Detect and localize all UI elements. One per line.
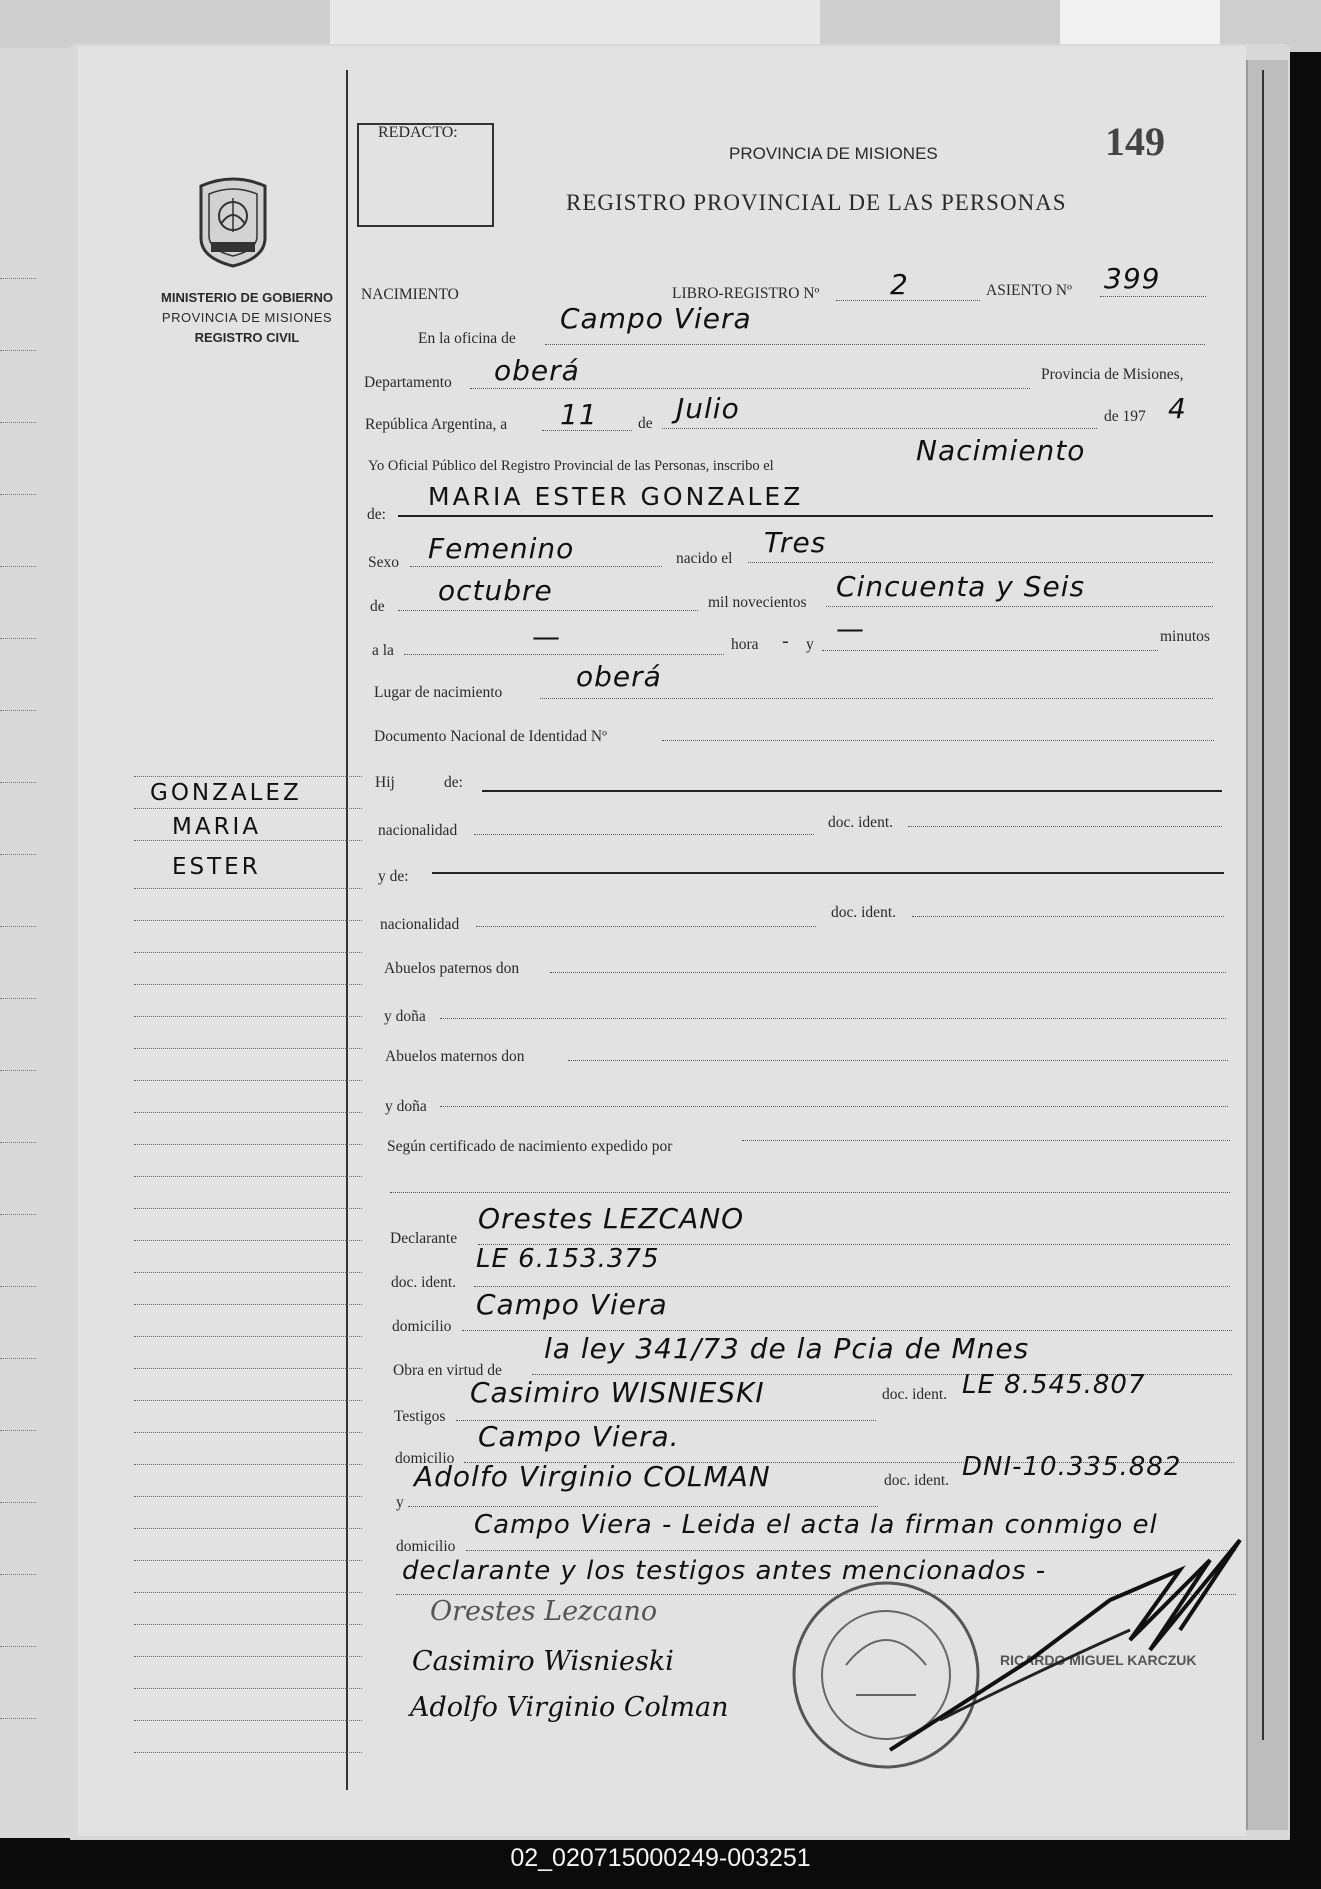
official-name: RICARDO MIGUEL KARCZUK bbox=[1000, 1652, 1197, 1668]
margin-first-name: MARIA bbox=[172, 814, 262, 840]
mes-value: Julio bbox=[676, 392, 740, 425]
certificado-line bbox=[742, 1140, 1230, 1141]
departamento-value: oberá bbox=[494, 354, 580, 387]
ministry-block bbox=[132, 288, 362, 348]
province-line: PROVINCIA DE MISIONES bbox=[161, 310, 333, 325]
ala-label: a la bbox=[372, 642, 394, 659]
provincia-label: Provincia de Misiones, bbox=[1041, 366, 1184, 383]
anio-nac-line bbox=[826, 606, 1213, 607]
abuelos-p-line bbox=[550, 972, 1226, 973]
hora-value: — bbox=[532, 620, 561, 653]
ydona1-line bbox=[440, 1018, 1226, 1019]
republica-label: República Argentina, a bbox=[365, 416, 508, 433]
testigo2-line bbox=[408, 1506, 878, 1507]
declarante-label: Declarante bbox=[390, 1230, 458, 1247]
oficina-line bbox=[545, 344, 1205, 345]
yde-label: y de: bbox=[378, 868, 409, 885]
certificado-label: Según certificado de nacimiento expedido por bbox=[387, 1138, 673, 1155]
obra-label: Obra en virtud de bbox=[393, 1362, 502, 1379]
nac2-label: nacionalidad bbox=[380, 916, 460, 933]
doc2-line bbox=[912, 916, 1224, 917]
de3-label: de: bbox=[444, 774, 463, 791]
hora-dash: - bbox=[782, 630, 789, 652]
libro-label: LIBRO-REGISTRO Nº bbox=[672, 285, 820, 302]
de-label: de bbox=[638, 415, 653, 432]
file-id: 02_020715000249-003251 bbox=[510, 1844, 811, 1872]
domicilio3-value: Campo Viera - Leida el acta la firman conmigo el bbox=[474, 1510, 1158, 1540]
domicilio2-value: Campo Viera. bbox=[478, 1420, 680, 1453]
acto-value: Nacimiento bbox=[916, 434, 1086, 467]
testigos-label: Testigos bbox=[394, 1408, 446, 1425]
signature-testigo2: Adolfo Virginio Colman bbox=[410, 1692, 729, 1723]
signature-declarante: Orestes Lezcano bbox=[430, 1596, 658, 1627]
nacido-value: Tres bbox=[764, 526, 827, 559]
doc-t1-label: doc. ident. bbox=[882, 1386, 947, 1403]
form-right-border bbox=[1262, 70, 1264, 1740]
asiento-value: 399 bbox=[1104, 262, 1161, 295]
registry-header: REGISTRO PROVINCIAL DE LAS PERSONAS bbox=[566, 190, 1067, 215]
domicilio1-value: Campo Viera bbox=[476, 1288, 668, 1321]
hora-line bbox=[404, 654, 724, 655]
nac1-label: nacionalidad bbox=[378, 822, 458, 839]
domicilio1-line bbox=[462, 1330, 1232, 1331]
nacido-label: nacido el bbox=[676, 550, 733, 567]
hora-label: hora bbox=[731, 636, 759, 653]
nac1-line bbox=[474, 834, 814, 835]
oficina-label: En la oficina de bbox=[418, 330, 516, 347]
ydona1-label: y doña bbox=[384, 1008, 426, 1025]
nacimiento-label: NACIMIENTO bbox=[361, 286, 459, 303]
province-header: PROVINCIA DE MISIONES bbox=[729, 144, 938, 163]
continuation-value: declarante y los testigos antes mencionados - bbox=[402, 1556, 1047, 1586]
mil-label: mil novecientos bbox=[708, 594, 807, 611]
dni-line bbox=[662, 740, 1214, 741]
sexo-label: Sexo bbox=[368, 554, 399, 571]
ministry-line: MINISTERIO DE GOBIERNO bbox=[161, 290, 333, 305]
min-value: — bbox=[836, 612, 865, 645]
page-stack-edge bbox=[1246, 60, 1288, 1830]
anio-nac-value: Cincuenta y Seis bbox=[836, 570, 1086, 603]
sexo-value: Femenino bbox=[428, 532, 575, 565]
civil-registry-line: REGISTRO CIVIL bbox=[194, 330, 300, 345]
testigo2-value: Adolfo Virginio COLMAN bbox=[414, 1460, 771, 1493]
doc2-label: doc. ident. bbox=[831, 904, 896, 921]
domicilio2-label: domicilio bbox=[395, 1450, 455, 1467]
nacido-line bbox=[748, 562, 1213, 563]
domicilio3-label: domicilio bbox=[396, 1538, 456, 1555]
redacto-label: REDACTO: bbox=[378, 124, 458, 141]
lugar-value: oberá bbox=[576, 660, 662, 693]
testigo1-value: Casimiro WISNIESKI bbox=[470, 1376, 765, 1409]
departamento-line bbox=[470, 388, 1030, 389]
madre-line bbox=[482, 790, 1222, 792]
lugar-label: Lugar de nacimiento bbox=[374, 684, 503, 701]
nac2-line bbox=[476, 926, 816, 927]
signature-testigo1: Casimiro Wisnieski bbox=[412, 1646, 674, 1677]
asiento-line bbox=[1100, 296, 1206, 297]
asiento-label: ASIENTO Nº bbox=[986, 282, 1072, 299]
abuelos-m-label: Abuelos maternos don bbox=[385, 1048, 525, 1065]
y-label: y bbox=[806, 636, 814, 653]
nombre-value: MARIA ESTER GONZALEZ bbox=[428, 482, 804, 511]
lugar-line bbox=[540, 698, 1213, 699]
margin-surname: GONZALEZ bbox=[150, 780, 302, 806]
mes-nac-line bbox=[398, 610, 698, 611]
doc-t2-label: doc. ident. bbox=[884, 1472, 949, 1489]
de-nombre-label: de: bbox=[367, 506, 386, 523]
departamento-label: Departamento bbox=[364, 374, 452, 391]
certificado-line-2 bbox=[390, 1192, 1230, 1193]
padre-line bbox=[432, 872, 1224, 874]
oficial-label: Yo Oficial Público del Registro Provincial de las Personas, inscribo el bbox=[368, 458, 774, 474]
min-line bbox=[822, 650, 1158, 651]
hij-label: Hij bbox=[375, 774, 395, 791]
ydona2-line bbox=[440, 1106, 1228, 1107]
provincial-seal-icon bbox=[193, 176, 273, 268]
mes-line bbox=[662, 428, 1097, 429]
doc-t1-value: LE 8.545.807 bbox=[962, 1370, 1146, 1400]
nombre-line bbox=[398, 515, 1213, 517]
anio-digit: 4 bbox=[1168, 392, 1187, 425]
docident-line bbox=[474, 1286, 1230, 1287]
doc1-label: doc. ident. bbox=[828, 814, 893, 831]
y-t2-label: y bbox=[396, 1494, 404, 1511]
declarante-value: Orestes LEZCANO bbox=[478, 1202, 745, 1235]
abuelos-m-line bbox=[568, 1060, 1228, 1061]
mes-nac-value: octubre bbox=[438, 574, 553, 607]
dni-label: Documento Nacional de Identidad Nº bbox=[374, 728, 607, 745]
domicilio1-label: domicilio bbox=[392, 1318, 452, 1335]
abuelos-p-label: Abuelos paternos don bbox=[384, 960, 520, 977]
official-signature-icon bbox=[880, 1520, 1250, 1760]
de2-label: de bbox=[370, 598, 385, 615]
ydona2-label: y doña bbox=[385, 1098, 427, 1115]
anio-label: de 197 bbox=[1104, 408, 1146, 425]
doc-t2-value: DNI-10.335.882 bbox=[962, 1452, 1182, 1482]
docident-label: doc. ident. bbox=[391, 1274, 456, 1291]
obra-value: la ley 341/73 de la Pcia de Mnes bbox=[544, 1332, 1030, 1365]
oficina-value: Campo Viera bbox=[560, 302, 752, 335]
minutos-label: minutos bbox=[1160, 628, 1210, 645]
libro-value: 2 bbox=[890, 268, 909, 301]
margin-second-name: ESTER bbox=[172, 854, 261, 880]
docident-value: LE 6.153.375 bbox=[476, 1244, 660, 1274]
doc1-line bbox=[908, 826, 1222, 827]
page-number: 149 bbox=[1105, 119, 1165, 164]
sexo-line bbox=[410, 566, 662, 567]
dia-value: 11 bbox=[560, 398, 598, 431]
